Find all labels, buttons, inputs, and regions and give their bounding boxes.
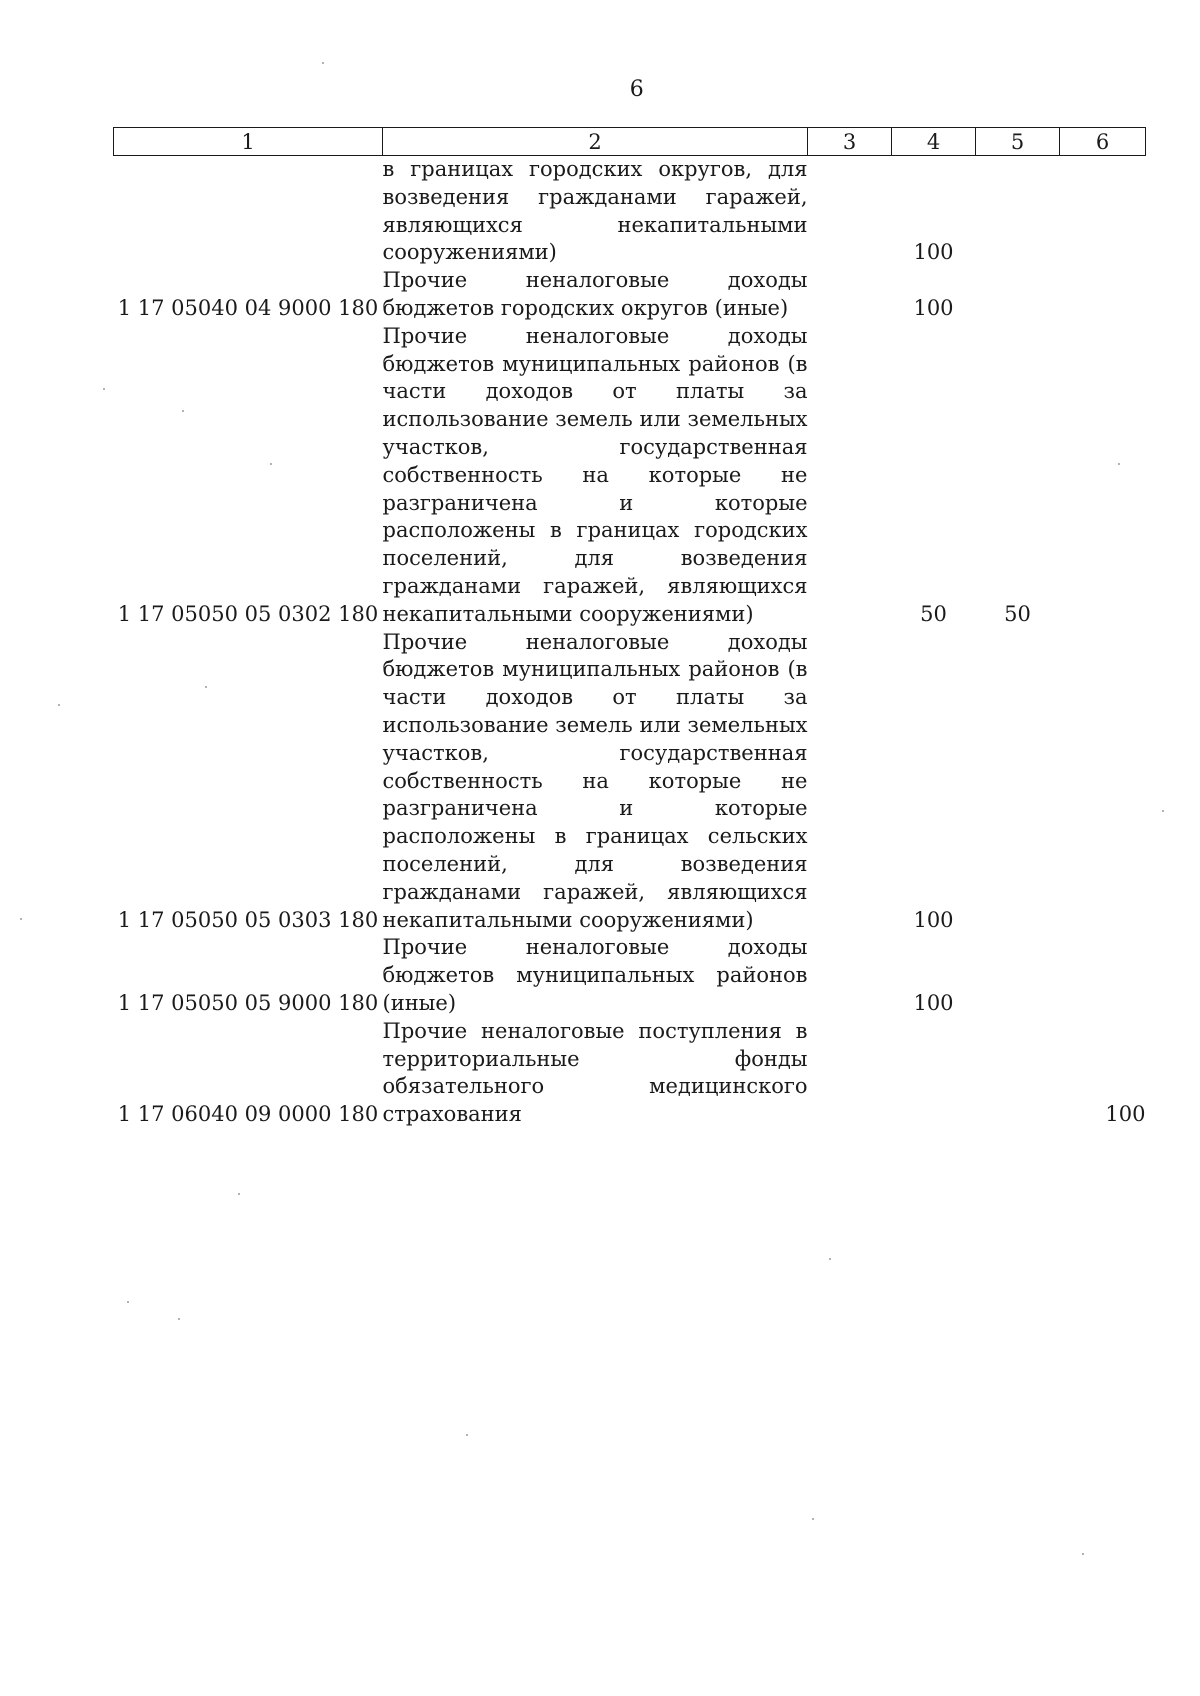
- scan-speck: [182, 410, 184, 412]
- income-description-text: Прочие неналоговые поступления в территориальные фонды обязательного медицинского страхования: [382, 1018, 808, 1127]
- scan-speck: [812, 1518, 814, 1520]
- column-4-value: [892, 1018, 976, 1129]
- column-3-value: [808, 629, 892, 935]
- column-5-value: [976, 1018, 1060, 1129]
- budget-code: 1 17 05040 04 9000 180: [117, 295, 379, 320]
- column-header-1: 1: [114, 128, 383, 156]
- column-4-value: 100: [913, 295, 954, 320]
- table-header-row: [114, 128, 1146, 156]
- table-row: [114, 323, 1146, 629]
- column-3-value: [808, 1018, 892, 1129]
- scan-speck: [178, 1318, 180, 1320]
- income-description: [383, 267, 808, 323]
- column-4-value: 100: [913, 907, 954, 932]
- column-header-6: 6: [1060, 128, 1146, 156]
- scan-speck: [103, 388, 105, 390]
- scan-speck: [322, 62, 324, 64]
- income-description: [383, 156, 808, 268]
- column-3-value: [808, 267, 892, 323]
- column-5-value: 50: [1004, 601, 1031, 626]
- income-description-text: в границах городских округов, для возведения гражданами гаражей, являющихся некапитальными сооружениями): [382, 157, 808, 265]
- column-5-value: [976, 934, 1060, 1017]
- scan-speck: [20, 918, 22, 920]
- column-5-value: [976, 267, 1060, 323]
- table-row: [114, 934, 1146, 1017]
- income-description-text: Прочие неналоговые доходы бюджетов муниципальных районов (иные): [382, 935, 808, 1015]
- budget-revenue-table: [113, 127, 1146, 1129]
- column-6-value: [1060, 629, 1146, 935]
- column-3-value: [808, 156, 892, 268]
- table-row: [114, 1018, 1146, 1129]
- column-4-value: 50: [920, 601, 947, 626]
- budget-code: 1 17 06040 09 0000 180: [117, 1102, 379, 1127]
- budget-code: 1 17 05050 05 0303 180: [117, 907, 379, 932]
- table-row: [114, 156, 1146, 268]
- column-header-4: 4: [892, 128, 976, 156]
- budget-code: 1 17 05050 05 9000 180: [117, 990, 379, 1015]
- income-description-text: Прочие неналоговые доходы бюджетов городских округов (иные): [382, 268, 808, 320]
- scan-speck: [127, 1301, 129, 1303]
- column-3-value: [808, 323, 892, 629]
- column-header-2: 2: [383, 128, 808, 156]
- scan-speck: [58, 704, 60, 706]
- column-4-value: 100: [913, 240, 954, 265]
- scan-speck: [829, 1258, 831, 1260]
- column-6-value: 100: [1105, 1102, 1146, 1127]
- income-description: [383, 934, 808, 1017]
- page-number: 6: [629, 77, 645, 102]
- column-header-3: 3: [808, 128, 892, 156]
- income-description: [383, 629, 808, 935]
- table-row: [114, 267, 1146, 323]
- income-description: [383, 1018, 808, 1129]
- scan-speck: [1118, 463, 1120, 465]
- column-3-value: [808, 934, 892, 1017]
- column-6-value: [1060, 156, 1146, 268]
- income-description-text: Прочие неналоговые доходы бюджетов муниципальных районов (в части доходов от платы за использование земель или земельных участков, государственная собственность на которые не разграничена и которые расположены в границах городских поселений, для возведения гражданами гаражей, являющихся некапитальными сооружениями): [382, 323, 808, 626]
- scan-speck: [270, 463, 272, 465]
- scan-speck: [466, 1434, 468, 1436]
- income-description-text: Прочие неналоговые доходы бюджетов муниципальных районов (в части доходов от платы за использование земель или земельных участков, государственная собственность на которые не разграничена и которые расположены в границах сельских поселений, для возведения гражданами гаражей, являющихся некапитальными сооружениями): [382, 629, 808, 932]
- budget-code: 1 17 05050 05 0302 180: [117, 601, 379, 626]
- scan-speck: [1082, 1553, 1084, 1555]
- scan-speck: [238, 1193, 240, 1195]
- table-row: [114, 629, 1146, 935]
- column-6-value: [1060, 323, 1146, 629]
- column-5-value: [976, 156, 1060, 268]
- column-5-value: [976, 629, 1060, 935]
- budget-code: [114, 156, 383, 268]
- income-description: [383, 323, 808, 629]
- column-4-value: 100: [913, 990, 954, 1015]
- column-6-value: [1060, 267, 1146, 323]
- column-header-5: 5: [976, 128, 1060, 156]
- column-6-value: [1060, 934, 1146, 1017]
- scan-speck: [1162, 810, 1164, 812]
- scan-speck: [205, 686, 207, 688]
